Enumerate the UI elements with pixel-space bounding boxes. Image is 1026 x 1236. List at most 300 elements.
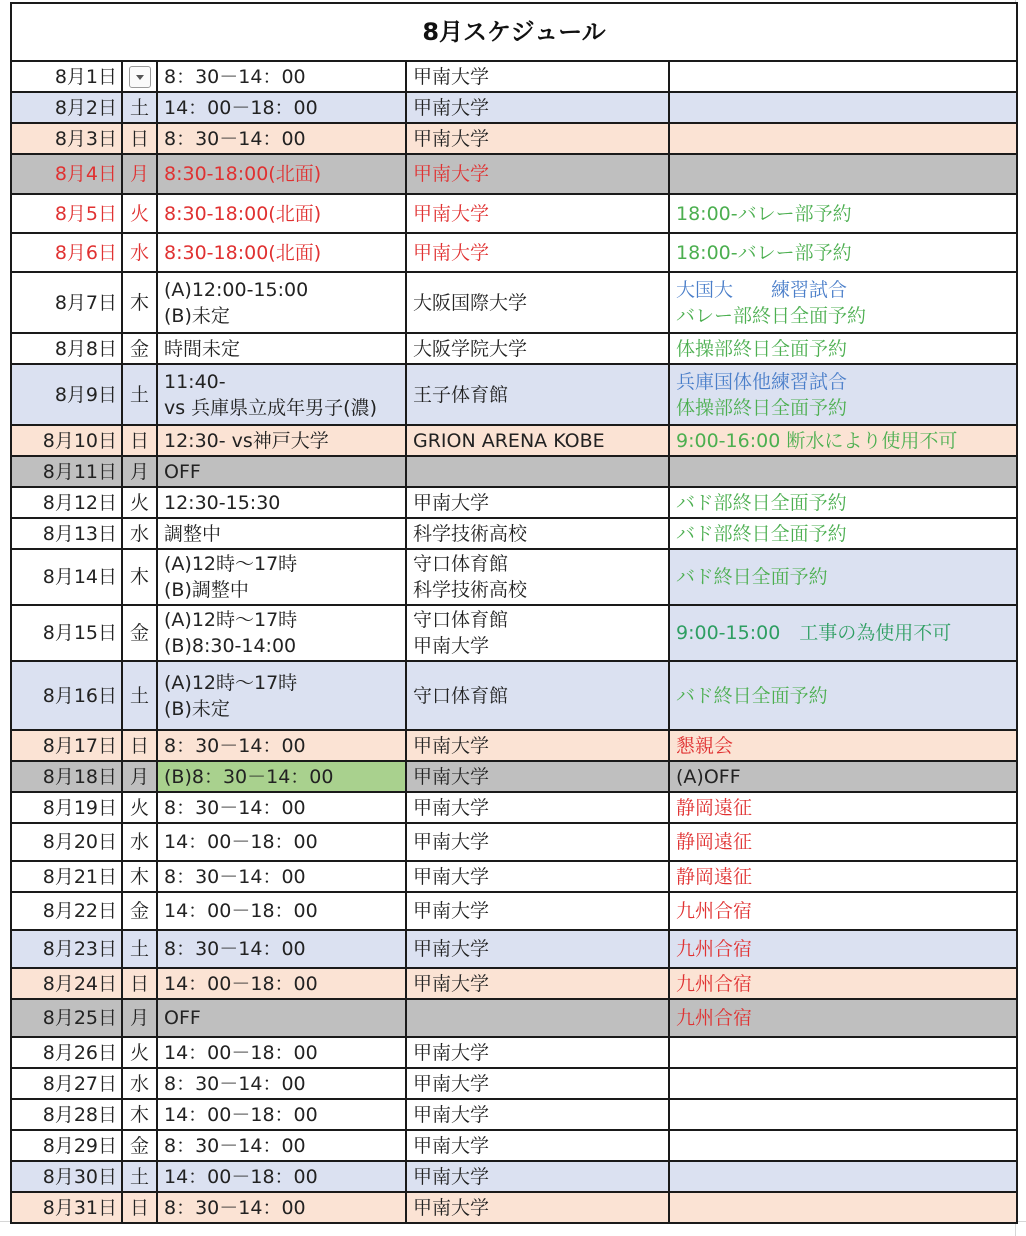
date-cell[interactable]	[11, 61, 122, 92]
place-line: 甲南大学	[413, 202, 490, 225]
table-row	[11, 1068, 1017, 1099]
weekday-cell[interactable]	[122, 123, 157, 154]
time-cell[interactable]	[157, 123, 406, 154]
venue-cell[interactable]	[406, 1161, 669, 1192]
table-row	[11, 1130, 1017, 1161]
date-cell[interactable]	[11, 456, 122, 487]
weekday-cell[interactable]	[122, 823, 157, 861]
place-line: 甲南大学	[413, 972, 490, 995]
venue-cell[interactable]	[406, 930, 669, 968]
time-line: (A)12時～17時	[164, 609, 298, 631]
note-line: 体操部終日全面予約	[676, 337, 848, 360]
note-cell[interactable]	[669, 1068, 1017, 1099]
date-cell[interactable]	[11, 968, 122, 999]
time-line: 8：30－14：00	[164, 865, 306, 888]
note-cell[interactable]	[669, 605, 1017, 661]
date-text: 8月29日	[42, 1134, 117, 1157]
weekday-cell[interactable]	[122, 761, 157, 792]
weekday-cell[interactable]	[122, 487, 157, 518]
place-line: 甲南大学	[413, 65, 490, 88]
weekday-cell[interactable]	[122, 272, 157, 333]
time-cell[interactable]	[157, 1068, 406, 1099]
time-line: 14：00－18：00	[164, 1103, 318, 1126]
time-cell[interactable]	[157, 333, 406, 364]
note-cell[interactable]	[669, 792, 1017, 823]
time-cell[interactable]	[157, 1130, 406, 1161]
time-cell[interactable]	[157, 999, 406, 1037]
weekday-cell[interactable]	[122, 549, 157, 605]
time-cell[interactable]	[157, 425, 406, 456]
date-cell[interactable]	[11, 487, 122, 518]
date-cell[interactable]	[11, 233, 122, 272]
weekday-cell[interactable]	[122, 1161, 157, 1192]
time-cell[interactable]	[157, 1099, 406, 1130]
table-row	[11, 333, 1017, 364]
weekday-cell[interactable]	[122, 861, 157, 892]
weekday-text: 日	[129, 429, 149, 452]
note-cell[interactable]	[669, 1037, 1017, 1068]
weekday-cell[interactable]	[122, 1192, 157, 1223]
time-line: 8:30-18:00(北面)	[164, 202, 322, 225]
venue-cell[interactable]	[406, 1037, 669, 1068]
place-line: 甲南大学	[413, 163, 490, 185]
weekday-text: 金	[129, 337, 149, 360]
weekday-text: 水	[129, 1072, 149, 1095]
weekday-cell[interactable]	[122, 730, 157, 761]
date-cell[interactable]	[11, 1192, 122, 1223]
date-text: 8月17日	[42, 734, 117, 757]
note-line: バド終日全面予約	[676, 566, 828, 588]
venue-cell[interactable]	[406, 154, 669, 194]
note-cell[interactable]	[669, 425, 1017, 456]
note-line: 大国大 練習試合	[676, 278, 848, 301]
venue-cell[interactable]	[406, 194, 669, 233]
date-cell[interactable]	[11, 92, 122, 123]
date-cell[interactable]	[11, 930, 122, 968]
note-cell[interactable]	[669, 364, 1017, 425]
date-cell[interactable]	[11, 1161, 122, 1192]
weekday-text: 火	[129, 796, 149, 819]
date-text: 8月13日	[42, 522, 117, 545]
date-text: 8月6日	[54, 241, 117, 264]
weekday-text: 木	[129, 865, 149, 888]
note-cell[interactable]	[669, 272, 1017, 333]
time-cell[interactable]	[157, 792, 406, 823]
table-row	[11, 1037, 1017, 1068]
weekday-text: 月	[129, 765, 149, 788]
place-line: 甲南大学	[413, 734, 490, 757]
date-text: 8月18日	[42, 765, 117, 788]
note-cell[interactable]	[669, 92, 1017, 123]
date-text: 8月11日	[42, 460, 117, 483]
note-cell[interactable]	[669, 333, 1017, 364]
venue-cell[interactable]	[406, 1099, 669, 1130]
date-cell[interactable]	[11, 823, 122, 861]
date-cell[interactable]	[11, 364, 122, 425]
date-text: 8月12日	[42, 491, 117, 514]
weekday-text: 日	[129, 1196, 149, 1219]
table-row	[11, 487, 1017, 518]
date-text: 8月22日	[42, 900, 117, 922]
time-cell[interactable]	[157, 518, 406, 549]
note-cell[interactable]	[669, 730, 1017, 761]
date-text: 8月4日	[54, 163, 117, 185]
time-cell[interactable]	[157, 730, 406, 761]
time-line: 11:40-	[164, 370, 226, 393]
venue-cell[interactable]	[406, 761, 669, 792]
venue-cell[interactable]	[406, 123, 669, 154]
venue-cell[interactable]	[406, 823, 669, 861]
place-line: 甲南大学	[413, 1103, 490, 1126]
venue-cell[interactable]	[406, 861, 669, 892]
time-line: (B)未定	[164, 697, 230, 720]
note-cell[interactable]	[669, 194, 1017, 233]
place-line: 甲南大学	[413, 900, 490, 922]
time-line: 12:30-15:30	[164, 491, 281, 514]
time-cell[interactable]	[157, 154, 406, 194]
place-line: 甲南大学	[413, 865, 490, 888]
weekday-cell[interactable]	[122, 892, 157, 930]
venue-cell[interactable]	[406, 1068, 669, 1099]
weekday-text: 日	[129, 734, 149, 757]
date-cell[interactable]	[11, 518, 122, 549]
time-cell[interactable]	[157, 892, 406, 930]
weekday-cell[interactable]	[122, 1068, 157, 1099]
schedule-table	[10, 2, 1018, 1224]
date-cell[interactable]	[11, 549, 122, 605]
place-line: 甲南大学	[413, 1041, 490, 1064]
date-text: 8月3日	[54, 127, 117, 150]
time-cell[interactable]	[157, 823, 406, 861]
table-row	[11, 123, 1017, 154]
time-cell[interactable]	[157, 549, 406, 605]
time-line: 8：30－14：00	[164, 796, 306, 819]
place-line: GRION ARENA KOBE	[413, 429, 605, 452]
table-row	[11, 661, 1017, 730]
venue-cell[interactable]	[406, 792, 669, 823]
time-cell[interactable]	[157, 861, 406, 892]
table-row	[11, 233, 1017, 272]
date-cell[interactable]	[11, 1037, 122, 1068]
weekday-cell[interactable]	[122, 61, 157, 92]
note-cell[interactable]	[669, 1130, 1017, 1161]
note-cell[interactable]	[669, 968, 1017, 999]
note-cell[interactable]	[669, 487, 1017, 518]
time-line: 14：00－18：00	[164, 900, 318, 922]
place-line: 王子体育館	[413, 383, 509, 406]
place-line: 守口体育館	[413, 553, 509, 575]
time-cell[interactable]	[157, 761, 406, 792]
time-cell[interactable]	[157, 194, 406, 233]
time-line: 12:30- vs神戸大学	[164, 429, 329, 452]
table-row	[11, 549, 1017, 605]
time-cell[interactable]	[157, 930, 406, 968]
weekday-text: 日	[129, 127, 149, 150]
venue-cell[interactable]	[406, 487, 669, 518]
note-line: 静岡遠征	[676, 831, 753, 853]
note-cell[interactable]	[669, 892, 1017, 930]
weekday-cell[interactable]	[122, 456, 157, 487]
note-line: 九州合宿	[676, 938, 753, 960]
time-line: 8：30－14：00	[164, 938, 306, 960]
date-cell[interactable]	[11, 1099, 122, 1130]
time-cell[interactable]	[157, 1161, 406, 1192]
weekday-cell[interactable]	[122, 333, 157, 364]
note-cell[interactable]	[669, 999, 1017, 1037]
weekday-text: 月	[129, 163, 149, 185]
date-cell[interactable]	[11, 792, 122, 823]
weekday-cell[interactable]	[122, 194, 157, 233]
weekday-text: 土	[129, 383, 149, 406]
note-cell[interactable]	[669, 549, 1017, 605]
place-line: 甲南大学	[413, 796, 490, 819]
date-text: 8月27日	[42, 1072, 117, 1095]
time-cell[interactable]	[157, 487, 406, 518]
weekday-cell[interactable]	[122, 661, 157, 730]
weekday-text: 木	[129, 1103, 149, 1126]
table-row	[11, 154, 1017, 194]
weekday-cell[interactable]	[122, 999, 157, 1037]
time-line: (A)12時～17時	[164, 671, 298, 694]
date-text: 8月1日	[54, 65, 117, 88]
weekday-cell[interactable]	[122, 968, 157, 999]
weekday-cell[interactable]	[122, 518, 157, 549]
time-line: 14：00－18：00	[164, 96, 318, 119]
place-line: 甲南大学	[413, 96, 490, 119]
weekday-cell[interactable]	[122, 605, 157, 661]
place-line: 科学技術高校	[413, 579, 528, 601]
note-cell[interactable]	[669, 823, 1017, 861]
table-row	[11, 61, 1017, 92]
venue-cell[interactable]	[406, 661, 669, 730]
note-line: 九州合宿	[676, 900, 753, 922]
date-cell[interactable]	[11, 605, 122, 661]
date-text: 8月30日	[42, 1165, 117, 1188]
note-cell[interactable]	[669, 1161, 1017, 1192]
weekday-text: 火	[129, 491, 149, 514]
place-line: 科学技術高校	[413, 522, 528, 545]
chevron-down-icon[interactable]	[129, 66, 151, 88]
date-cell[interactable]	[11, 730, 122, 761]
time-cell[interactable]	[157, 968, 406, 999]
date-cell[interactable]	[11, 425, 122, 456]
table-row	[11, 999, 1017, 1037]
time-cell[interactable]	[157, 456, 406, 487]
date-text: 8月2日	[54, 96, 117, 119]
date-text: 8月26日	[42, 1041, 117, 1064]
venue-cell[interactable]	[406, 364, 669, 425]
date-text: 8月24日	[42, 972, 117, 995]
time-line: 8：30－14：00	[164, 127, 306, 150]
note-line: 9:00-15:00 工事の為使用不可	[676, 622, 952, 644]
time-line: 8：30－14：00	[164, 1134, 306, 1157]
venue-cell[interactable]	[406, 730, 669, 761]
note-line: 静岡遠征	[676, 796, 753, 819]
weekday-cell[interactable]	[122, 1130, 157, 1161]
venue-cell[interactable]	[406, 605, 669, 661]
note-cell[interactable]	[669, 861, 1017, 892]
note-line: バレー部終日全面予約	[676, 304, 867, 327]
note-cell[interactable]	[669, 123, 1017, 154]
time-line: 14：00－18：00	[164, 972, 318, 995]
note-line: (A)OFF	[676, 765, 741, 788]
weekday-text: 金	[129, 900, 149, 922]
date-text: 8月9日	[54, 383, 117, 406]
date-text: 8月8日	[54, 337, 117, 360]
date-text: 8月25日	[42, 1007, 117, 1029]
note-line: 18:00-バレー部予約	[676, 241, 852, 264]
weekday-text: 日	[129, 972, 149, 995]
note-cell[interactable]	[669, 1192, 1017, 1223]
note-cell[interactable]	[669, 761, 1017, 792]
time-cell[interactable]	[157, 92, 406, 123]
venue-cell[interactable]	[406, 272, 669, 333]
weekday-cell[interactable]	[122, 154, 157, 194]
weekday-cell[interactable]	[122, 1037, 157, 1068]
note-cell[interactable]	[669, 661, 1017, 730]
date-cell[interactable]	[11, 194, 122, 233]
place-line: 甲南大学	[413, 635, 490, 657]
sheet-title[interactable]: 8月スケジュール	[11, 3, 1017, 61]
venue-cell[interactable]	[406, 892, 669, 930]
table-row	[11, 272, 1017, 333]
time-line: 8：30－14：00	[164, 734, 306, 757]
table-row	[11, 823, 1017, 861]
note-line: 静岡遠征	[676, 865, 753, 888]
table-row	[11, 92, 1017, 123]
place-line: 甲南大学	[413, 127, 490, 150]
venue-cell[interactable]	[406, 92, 669, 123]
date-cell[interactable]	[11, 1068, 122, 1099]
weekday-text: 木	[129, 566, 149, 588]
note-cell[interactable]	[669, 456, 1017, 487]
weekday-text: 水	[129, 831, 149, 853]
time-line: vs 兵庫県立成年男子(濃)	[164, 396, 378, 419]
weekday-text: 土	[129, 1165, 149, 1188]
weekday-text: 月	[129, 1007, 149, 1029]
note-cell[interactable]	[669, 1099, 1017, 1130]
time-cell[interactable]	[157, 1037, 406, 1068]
venue-cell[interactable]	[406, 425, 669, 456]
weekday-cell[interactable]	[122, 1099, 157, 1130]
venue-cell[interactable]	[406, 1192, 669, 1223]
note-line: 九州合宿	[676, 972, 753, 995]
time-cell[interactable]	[157, 233, 406, 272]
time-line: (A)12:00-15:00	[164, 278, 309, 301]
weekday-cell[interactable]	[122, 92, 157, 123]
time-line: (B)調整中	[164, 579, 249, 601]
time-line: 8：30－14：00	[164, 65, 306, 88]
note-cell[interactable]	[669, 233, 1017, 272]
table-row	[11, 968, 1017, 999]
date-text: 8月16日	[42, 684, 117, 707]
weekday-text: 水	[129, 522, 149, 545]
date-cell[interactable]	[11, 333, 122, 364]
time-cell[interactable]	[157, 364, 406, 425]
date-cell[interactable]	[11, 154, 122, 194]
date-cell[interactable]	[11, 123, 122, 154]
venue-cell[interactable]	[406, 233, 669, 272]
venue-cell[interactable]	[406, 456, 669, 487]
place-line: 甲南大学	[413, 1134, 490, 1157]
date-text: 8月10日	[42, 429, 117, 452]
time-line: OFF	[164, 1007, 201, 1029]
venue-cell[interactable]	[406, 518, 669, 549]
date-text: 8月20日	[42, 831, 117, 853]
place-line: 甲南大学	[413, 938, 490, 960]
time-cell[interactable]	[157, 61, 406, 92]
weekday-cell[interactable]	[122, 425, 157, 456]
table-row	[11, 456, 1017, 487]
time-line: 14：00－18：00	[164, 831, 318, 853]
date-cell[interactable]	[11, 761, 122, 792]
weekday-cell[interactable]	[122, 792, 157, 823]
place-line: 守口体育館	[413, 684, 509, 707]
note-line: バド終日全面予約	[676, 684, 828, 707]
date-cell[interactable]	[11, 661, 122, 730]
date-text: 8月31日	[42, 1196, 117, 1219]
time-line: 14：00－18：00	[164, 1165, 318, 1188]
weekday-text: 木	[129, 291, 149, 314]
place-line: 甲南大学	[413, 491, 490, 514]
note-line: 懇親会	[676, 734, 734, 757]
venue-cell[interactable]	[406, 999, 669, 1037]
note-cell[interactable]	[669, 154, 1017, 194]
place-line: 大阪国際大学	[413, 291, 528, 314]
time-cell[interactable]	[157, 605, 406, 661]
table-row	[11, 930, 1017, 968]
venue-cell[interactable]	[406, 968, 669, 999]
weekday-text: 月	[129, 460, 149, 483]
date-text: 8月21日	[42, 865, 117, 888]
weekday-cell[interactable]	[122, 930, 157, 968]
venue-cell[interactable]	[406, 1130, 669, 1161]
time-cell[interactable]	[157, 1192, 406, 1223]
weekday-text: 火	[129, 202, 149, 225]
place-line: 守口体育館	[413, 609, 509, 631]
note-cell[interactable]	[669, 518, 1017, 549]
weekday-text: 水	[129, 241, 149, 264]
time-line: OFF	[164, 460, 201, 483]
date-cell[interactable]	[11, 892, 122, 930]
date-cell[interactable]	[11, 999, 122, 1037]
place-line: 甲南大学	[413, 241, 490, 264]
date-cell[interactable]	[11, 861, 122, 892]
weekday-text: 土	[129, 684, 149, 707]
note-cell[interactable]	[669, 930, 1017, 968]
weekday-cell[interactable]	[122, 364, 157, 425]
weekday-text: 金	[129, 622, 149, 644]
date-cell[interactable]	[11, 272, 122, 333]
date-text: 8月28日	[42, 1103, 117, 1126]
venue-cell[interactable]	[406, 61, 669, 92]
note-cell[interactable]	[669, 61, 1017, 92]
date-text: 8月7日	[54, 291, 117, 314]
time-cell[interactable]	[157, 661, 406, 730]
time-cell[interactable]	[157, 272, 406, 333]
time-line: 14：00－18：00	[164, 1041, 318, 1064]
weekday-cell[interactable]	[122, 233, 157, 272]
date-cell[interactable]	[11, 1130, 122, 1161]
table-row	[11, 364, 1017, 425]
table-row	[11, 605, 1017, 661]
note-line: バド部終日全面予約	[676, 491, 847, 514]
venue-cell[interactable]	[406, 549, 669, 605]
date-text: 8月14日	[42, 566, 117, 588]
place-line: 大阪学院大学	[413, 337, 528, 360]
schedule-body	[11, 61, 1017, 1223]
venue-cell[interactable]	[406, 333, 669, 364]
